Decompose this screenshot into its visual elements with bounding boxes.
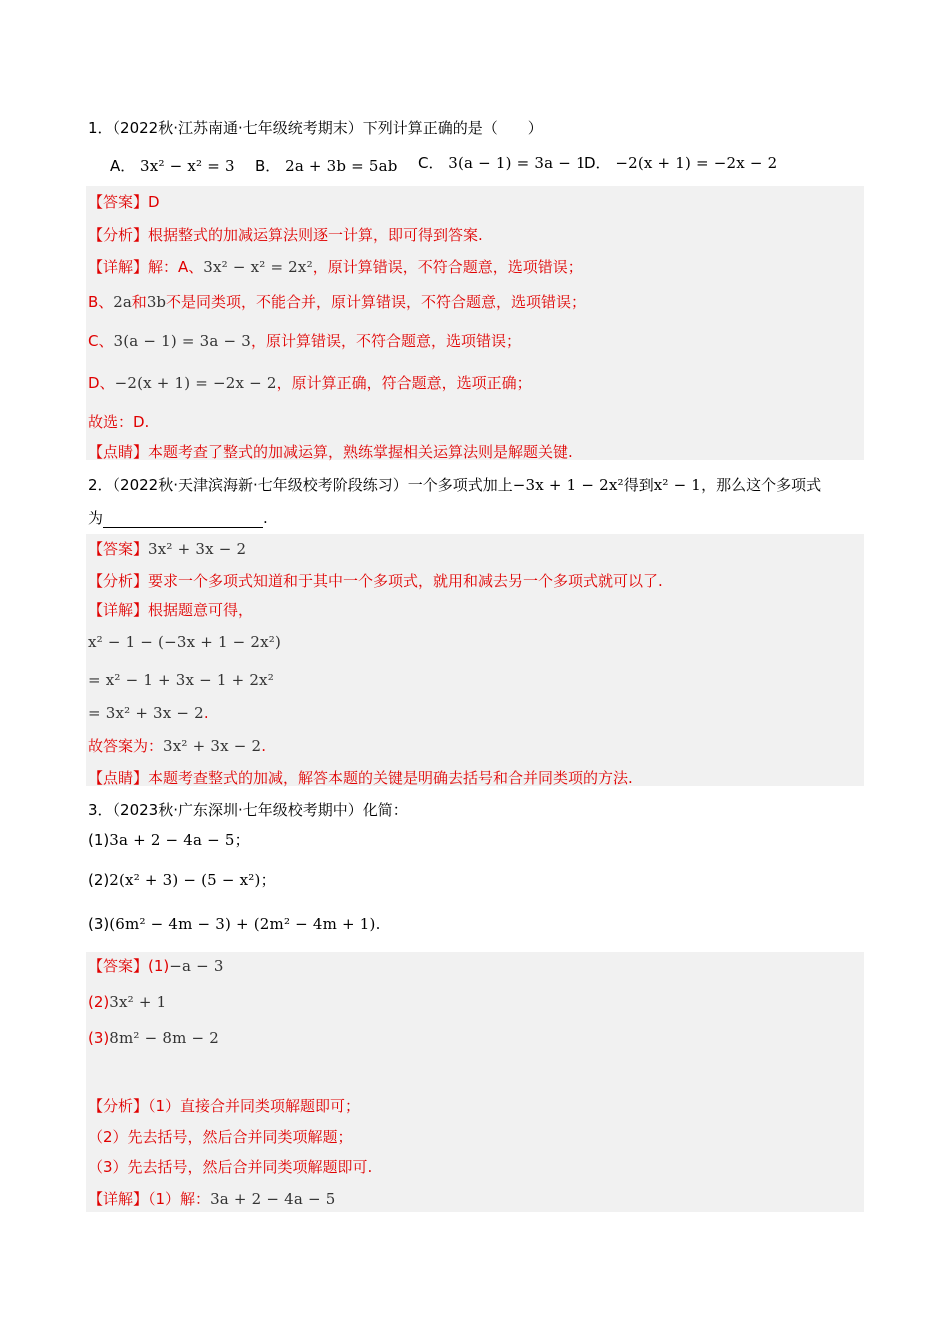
q2-comment-tag: 【点睛】: [88, 769, 149, 787]
q3-part-2-label: (2): [88, 871, 110, 889]
q2-final-end: .: [261, 737, 266, 755]
q2-header: [88, 475, 821, 495]
q2-answer: [88, 539, 246, 559]
q2-header-line2: [88, 508, 268, 528]
q2-detail-tag: 【详解】: [88, 601, 149, 619]
q3-answer-2-label: (2): [88, 993, 110, 1011]
q1-detail-b-expr1: 2a: [113, 293, 132, 311]
q1-detail-b-prefix: B、: [88, 293, 114, 311]
q1-option-d-label: D．: [584, 154, 611, 172]
q2-step-1: x² − 1 − (−3x + 1 − 2x²): [88, 633, 282, 651]
q3-answer-1: [88, 956, 224, 976]
q3-answer-1-expr: −a − 3: [169, 957, 224, 975]
q2-analysis: [88, 571, 663, 591]
q3-detail-expr: 3a + 2 − 4a − 5: [210, 1190, 336, 1208]
q1-option-b-label: B．: [255, 157, 281, 175]
q1-detail-a-text: ，原计算错误，不符合题意，选项错误；: [312, 258, 583, 276]
q2-step-3-end: .: [203, 704, 209, 722]
q3-answer-3-label: (3): [88, 1029, 110, 1047]
q3-part-3-end: .: [375, 915, 381, 933]
q1-option-c[interactable]: [418, 152, 586, 173]
q1-answer-value: D: [148, 193, 160, 211]
q3-part-3-expr: (6m² − 4m − 3) + (2m² − 4m + 1): [109, 915, 376, 933]
q3-part-1-expr: 3a + 2 − 4a − 5: [109, 831, 235, 849]
q1-comment-text: 本题考查了整式的加减运算，熟练掌握相关运算法则是解题关键.: [148, 443, 573, 461]
q2-step-2: = x² − 1 + 3x − 1 + 2x²: [88, 671, 274, 689]
q1-option-d[interactable]: [584, 152, 777, 173]
q3-part-3: [88, 914, 380, 934]
q2-detail: [88, 600, 253, 620]
q1-detail-c-expr: 3(a − 1) = 3a − 3: [113, 332, 251, 350]
q1-option-c-expr: 3(a − 1) = 3a − 1: [448, 154, 586, 172]
q3-analysis-2: （2）先去括号，然后合并同类项解题；: [88, 1128, 353, 1146]
q1-option-c-label: C．: [418, 154, 444, 172]
q2-final-prefix: 故答案为：: [88, 737, 164, 755]
q3-part-3-label: (3): [88, 915, 110, 933]
q1-detail-d-text: ，原计算正确，符合题意，选项正确；: [276, 374, 532, 392]
q1-comment: [88, 442, 573, 462]
q3-part-1-end: ；: [234, 831, 250, 849]
q3-part-1-label: (1): [88, 831, 110, 849]
q2-answer-tag: 【答案】: [88, 540, 149, 558]
q1-detail-b-expr2: 3b: [146, 293, 166, 311]
q1-answer: [88, 192, 160, 212]
q1-detail-tag: 【详解】: [88, 258, 149, 276]
q1-detail-d-prefix: D、: [88, 374, 115, 392]
q2-comment: [88, 768, 633, 788]
q3-analysis-3: （3）先去括号，然后合并同类项解题即可.: [88, 1158, 373, 1176]
q1-option-b-expr: 2a + 3b = 5ab: [285, 157, 398, 175]
q1-detail-b-text: 不是同类项，不能合并，原计算错误，不符合题意，选项错误；: [165, 293, 586, 311]
q1-header: 1．（2022秋·江苏南通·七年级统考期末）下列计算正确的是（ ）: [88, 119, 543, 137]
q3-header: 3．（2023秋·广东深圳·七年级校考期中）化简：: [88, 801, 408, 819]
q1-analysis-text: 根据整式的加减运算法则逐一计算，即可得到答案.: [148, 226, 483, 244]
q3-answer-3: [88, 1028, 219, 1048]
q2-step-3-expr: = 3x² + 3x − 2: [88, 704, 204, 722]
q2-step-3: [88, 703, 209, 723]
q2-answer-blank[interactable]: [103, 511, 263, 528]
q3-answer-1-label: (1): [148, 957, 170, 975]
q1-analysis-tag: 【分析】: [88, 226, 149, 244]
q1-detail-b: [88, 292, 586, 312]
q1-detail-a-prefix: 解：A、: [148, 258, 204, 276]
q1-detail-a-expr: 3x² − x² = 2x²: [203, 258, 313, 276]
q2-analysis-text: 要求一个多项式知道和于其中一个多项式，就用和减去另一个多项式就可以了.: [148, 572, 663, 590]
q3-part-2-end: ；: [260, 871, 276, 889]
q3-part-1: [88, 830, 250, 850]
q3-answer-3-expr: 8m² − 8m − 2: [109, 1029, 219, 1047]
q2-header-a: 2．（2022秋·天津滨海新·七年级校考阶段练习）一个多项式加上: [88, 476, 513, 494]
q1-detail-a: [88, 257, 583, 277]
q3-detail-prefix: （1）解：: [148, 1190, 211, 1208]
q1-detail-d-expr: −2(x + 1) = −2x − 2: [114, 374, 277, 392]
q1-option-d-expr: −2(x + 1) = −2x − 2: [615, 154, 778, 172]
q1-detail-b-and: 和: [131, 293, 147, 311]
q1-detail-c-text: ，原计算错误，不符合题意，选项错误；: [250, 332, 521, 350]
q3-answer-tag: 【答案】: [88, 957, 149, 975]
q2-final-expr: 3x² + 3x − 2: [163, 737, 262, 755]
q2-header-line2-text: 为: [88, 509, 104, 527]
q1-analysis: [88, 225, 483, 245]
q1-answer-tag: 【答案】: [88, 193, 149, 211]
q2-analysis-tag: 【分析】: [88, 572, 149, 590]
q3-detail: [88, 1189, 335, 1209]
q1-option-b[interactable]: [255, 155, 398, 176]
q3-analysis-1-text: （1）直接合并同类项解题即可；: [148, 1097, 361, 1115]
q3-analysis-1: [88, 1096, 360, 1116]
q2-header-b: 得到: [623, 476, 654, 494]
q1-option-a[interactable]: [110, 155, 235, 176]
q3-part-2: [88, 870, 276, 890]
q1-option-a-expr: 3x² − x² = 3: [140, 157, 235, 175]
q1-detail-c: [88, 331, 521, 351]
q1-detail-c-prefix: C、: [88, 332, 114, 350]
q1-comment-tag: 【点睛】: [88, 443, 149, 461]
q3-analysis-tag: 【分析】: [88, 1097, 149, 1115]
q1-option-a-label: A．: [110, 157, 136, 175]
q2-final: [88, 736, 266, 756]
q2-header-end: .: [263, 509, 268, 527]
q2-header-c: ，那么这个多项式: [701, 476, 822, 494]
q1-detail-d: [88, 373, 532, 393]
q3-part-2-expr: 2(x² + 3) − (5 − x²): [109, 871, 261, 889]
q2-answer-value: 3x² + 3x − 2: [148, 540, 247, 558]
q2-header-expr1: −3x + 1 − 2x²: [512, 476, 624, 494]
q2-detail-text: 根据题意可得，: [148, 601, 254, 619]
q3-answer-2: [88, 992, 166, 1012]
q3-answer-2-expr: 3x² + 1: [109, 993, 167, 1011]
q3-detail-tag: 【详解】: [88, 1190, 149, 1208]
q2-header-expr2: x² − 1: [653, 476, 702, 494]
q2-comment-text: 本题考查整式的加减，解答本题的关键是明确去括号和合并同类项的方法.: [148, 769, 633, 787]
q1-conclusion: 故选：D.: [88, 413, 150, 431]
